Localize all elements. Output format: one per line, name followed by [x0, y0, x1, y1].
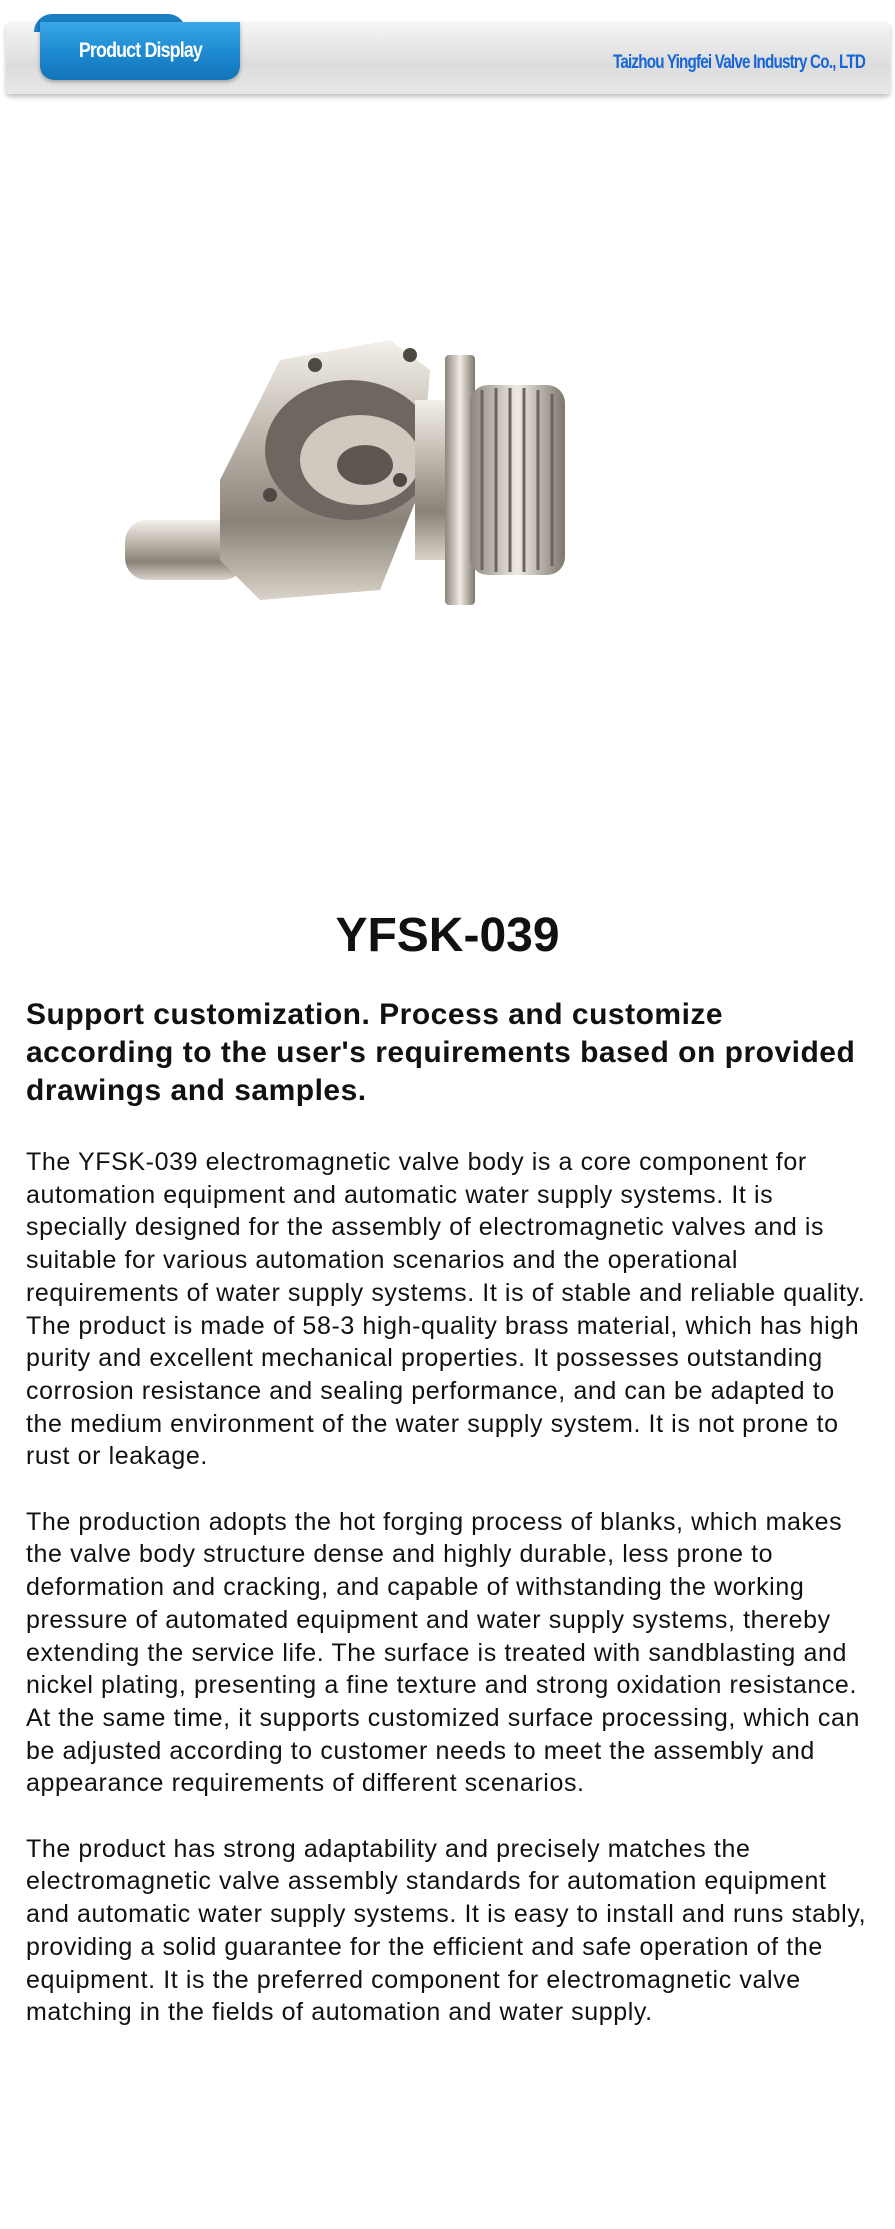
company-name: Taizhou Yingfei Valve Industry Co., LTD: [612, 52, 865, 73]
product-display-ribbon: [40, 22, 240, 80]
description-paragraph: The product has strong adaptability and precisely matches the electromagnetic valve assembly standards for automation equipment and automatic water supply systems. It is easy to install and runs stably, providing a solid guarantee for the efficient and safe operation of the equipment. It is the preferred component for electromagnetic valve matching in the fields of automation and water supply.: [26, 1834, 867, 2027]
description-paragraph: The production adopts the hot forging process of blanks, which makes the valve body structure dense and highly durable, less prone to deformation and cracking, and capable of withstanding the working pressure of automated equipment and water supply systems, thereby extending the service life. The surface is treated with sandblasting and nickel plating, presenting a fine texture and strong oxidation resistance. At the same time, it supports customized surface processing, which can be adjusted according to customer needs to meet the assembly and appearance requirements of different scenarios.: [26, 1507, 861, 1798]
description-paragraph: The YFSK-039 electromagnetic valve body is a core component for automation equipment and automatic water supply systems. It is specially designed for the assembly of electromagnetic valves and is suitable for various automation scenarios and the operational requirements of water supply systems. It is of stable and reliable quality. The product is made of 58-3 high-quality brass material, which has high purity and excellent mechanical properties. It possesses outstanding corrosion resistance and sealing performance, and can be adapted to the medium environment of the water supply system. It is not prone to rust or leakage.: [26, 1148, 866, 1471]
product-description: [26, 1146, 876, 2062]
product-model: YFSK-039: [335, 909, 560, 962]
customization-headline: Support customization. Process and customize according to the user's requirements based on provided drawings and samples.: [26, 998, 856, 1107]
valve-body-image: [110, 330, 790, 690]
ribbon-label: Product Display: [78, 39, 202, 62]
